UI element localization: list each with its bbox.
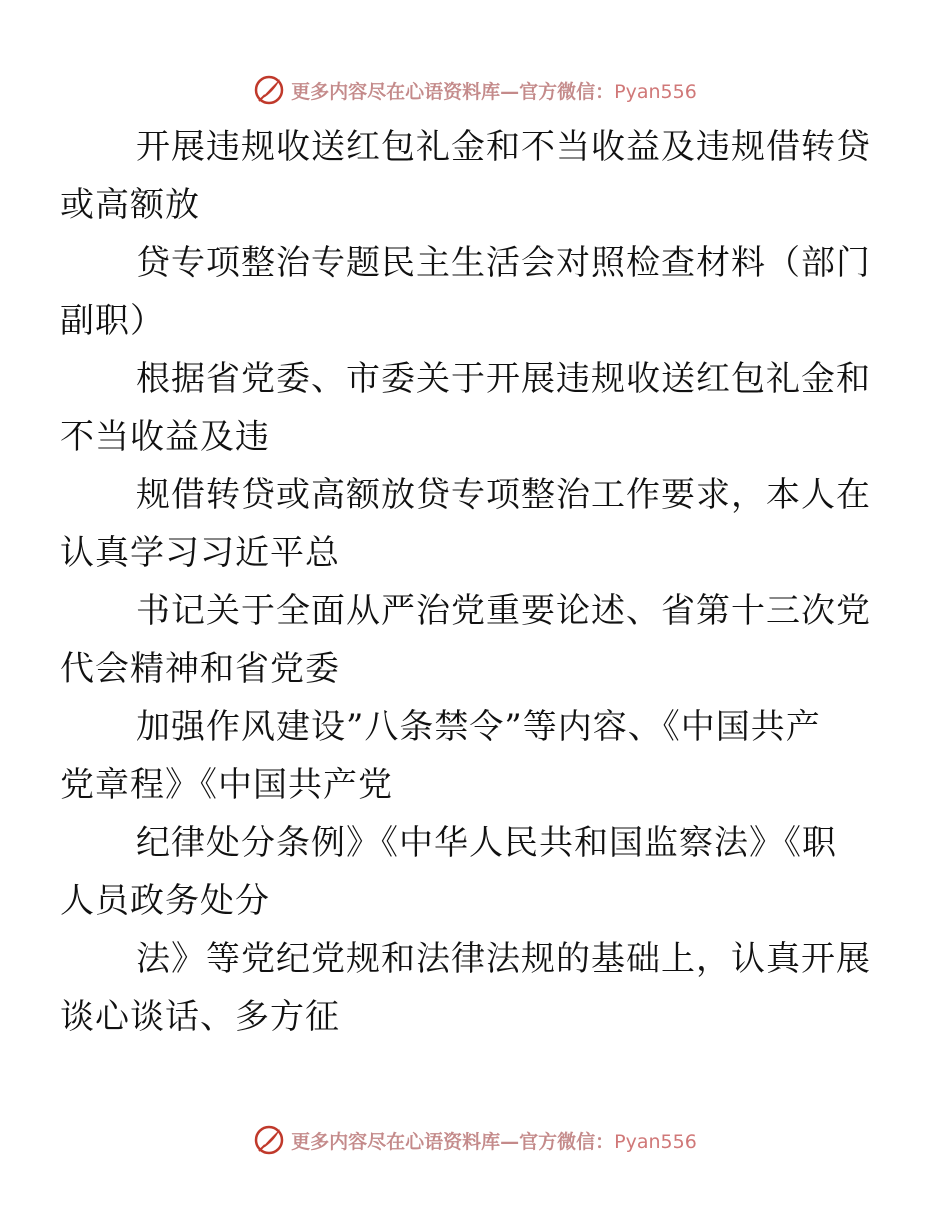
text-line: 代会精神和省党委 (60, 649, 340, 689)
header-watermark (0, 70, 950, 110)
text-line: 书记关于全面从严治党重要论述、省第十三次党 (136, 591, 871, 631)
text-line: 纪律处分条例》《中华人民共和国监察法》《职 (136, 823, 837, 863)
quill-logo-icon (253, 74, 285, 106)
document-body (60, 118, 871, 1046)
text-line: 党章程》《中国共产党 (60, 765, 393, 805)
paragraph (60, 118, 871, 234)
text-line: 认真学习习近平总 (60, 533, 340, 573)
paragraph (60, 350, 871, 466)
paragraph (60, 466, 871, 582)
paragraph (60, 234, 871, 350)
paragraph (60, 930, 871, 1046)
text-line: 根据省党委、市委关于开展违规收送红包礼金和 (136, 359, 871, 399)
footer-watermark (0, 1120, 950, 1160)
text-line: 加强作风建设”八条禁令”等内容、《中国共产 (136, 707, 821, 747)
text-line: 谈心谈话、多方征 (60, 997, 340, 1037)
watermark-text: 更多内容尽在心语资料库—官方微信：Pyan556 (291, 80, 697, 103)
text-line: 或高额放 (60, 185, 200, 225)
text-line: 开展违规收送红包礼金和不当收益及违规借转贷 (136, 127, 871, 167)
quill-logo-icon (253, 1124, 285, 1156)
text-line: 规借转贷或高额放贷专项整治工作要求，本人在 (136, 475, 871, 515)
text-line: 贷专项整治专题民主生活会对照检查材料（部门 (136, 243, 871, 283)
text-line: 副职） (60, 301, 165, 341)
text-line: 不当收益及违 (60, 417, 270, 457)
paragraph (60, 698, 858, 814)
text-line: 法》等党纪党规和法律法规的基础上，认真开展 (136, 939, 871, 979)
watermark-text: 更多内容尽在心语资料库—官方微信：Pyan556 (291, 1130, 697, 1153)
paragraph (60, 582, 871, 698)
paragraph (60, 814, 858, 930)
text-line: 人员政务处分 (60, 881, 270, 921)
